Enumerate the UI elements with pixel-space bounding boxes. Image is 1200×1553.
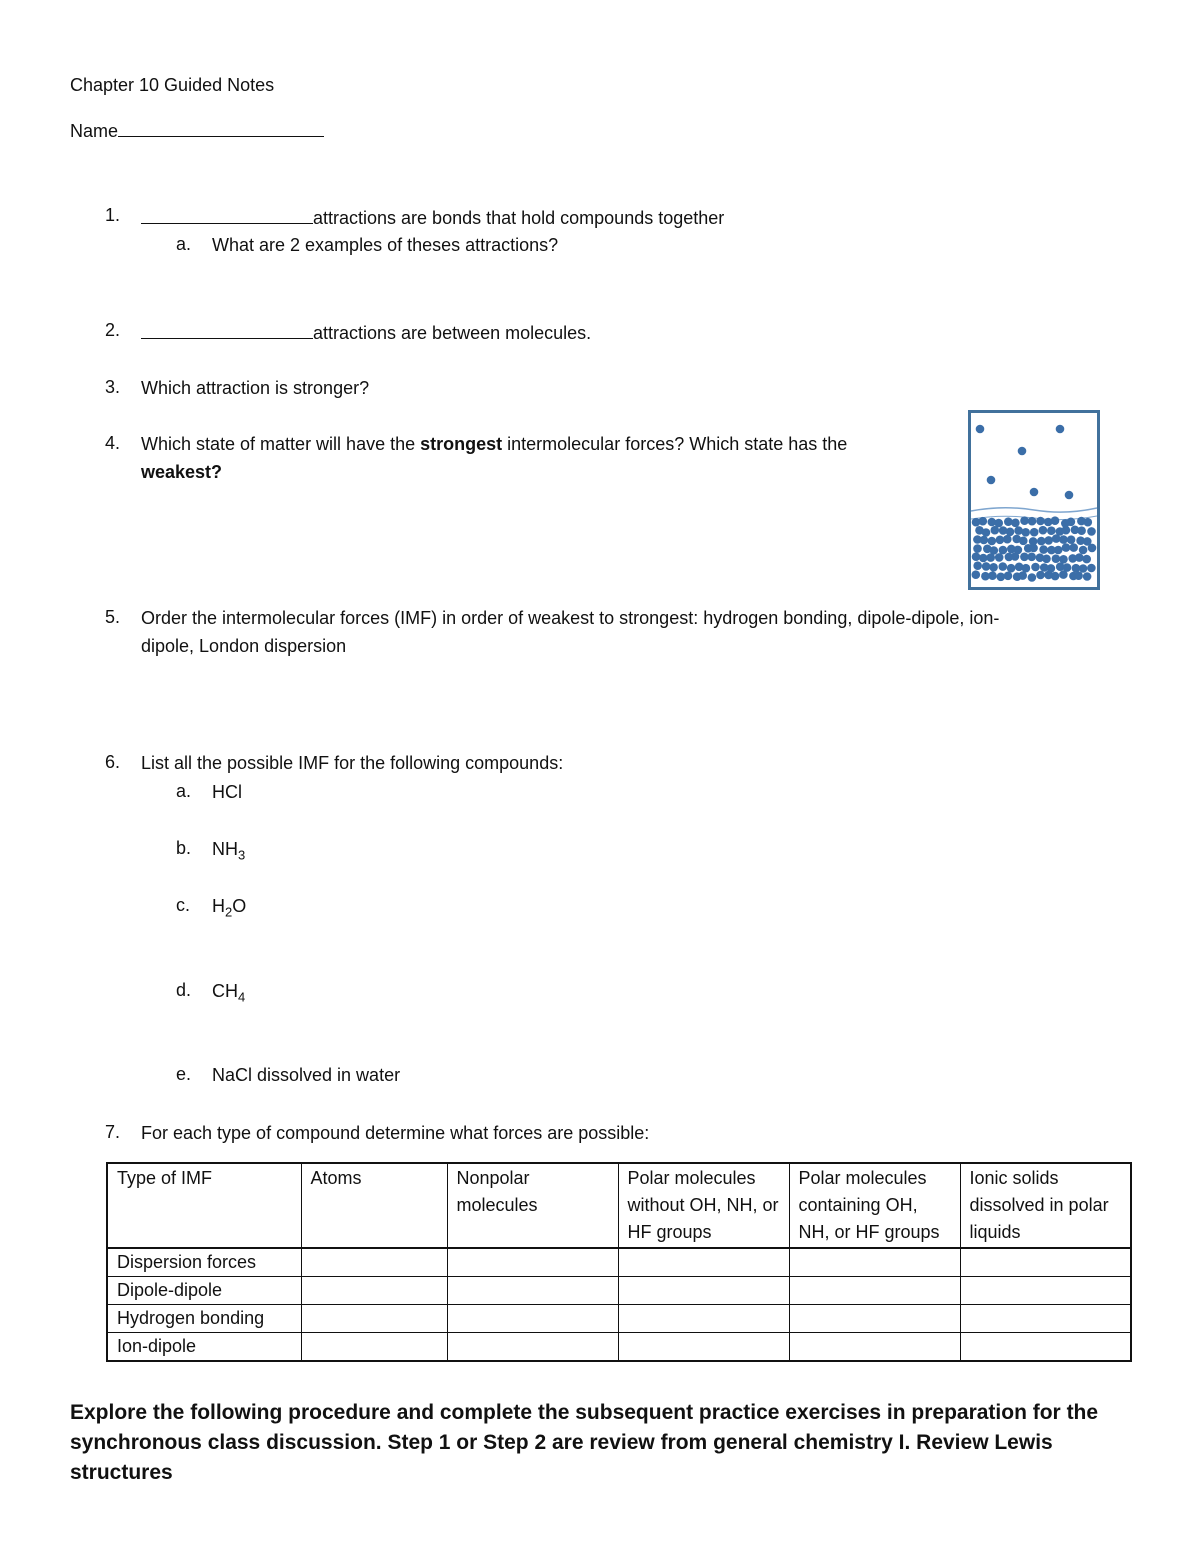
particle [996, 536, 1005, 545]
table-cell[interactable] [960, 1305, 1131, 1333]
row-label-hydrogen-bonding: Hydrogen bonding [107, 1305, 301, 1333]
question-2-text: attractions are between molecules. [313, 323, 592, 343]
particle [1021, 528, 1030, 537]
particle [1084, 518, 1093, 527]
particle [986, 553, 995, 562]
question-2 [141, 320, 591, 344]
header-polar-containing-oh-nh-hf: Polar molecules containing OH, NH, or HF groups [789, 1163, 960, 1248]
question-6-number: 6. [105, 752, 121, 772]
question-1 [141, 205, 724, 229]
question-5-number: 5. [105, 607, 121, 627]
particle [1059, 570, 1068, 579]
particle [1067, 518, 1076, 527]
table-cell[interactable] [960, 1277, 1131, 1305]
table-cell[interactable] [447, 1277, 618, 1305]
table-cell[interactable] [447, 1305, 618, 1333]
table-cell[interactable] [447, 1248, 618, 1277]
particle [1083, 572, 1092, 581]
particle [979, 517, 988, 526]
question-4-line-2 [141, 461, 222, 483]
closing-instructions: Explore the following procedure and complete the subsequent practice exercises in preparation for the synchronous class discussion. Step 1 or Step 2 are review from general chemistry I. Review Lewis structures [70, 1401, 1099, 1484]
table-cell[interactable] [301, 1248, 447, 1277]
item-a-letter: a. [176, 781, 192, 801]
particle [1079, 564, 1088, 573]
particle [1088, 544, 1097, 553]
question-1a-letter: a. [176, 234, 192, 254]
particle [1030, 488, 1039, 497]
particle [1007, 564, 1016, 573]
particle [976, 425, 985, 434]
particle [1003, 535, 1012, 544]
question-7-number: 7. [105, 1122, 121, 1142]
table-header-row [107, 1163, 1131, 1248]
item-c-subscript: 2 [225, 904, 233, 920]
question-3-number: 3. [105, 377, 121, 397]
particle [988, 537, 997, 546]
header-polar-without-oh-nh-hf: Polar molecules without OH, NH, or HF groups [618, 1163, 789, 1248]
particle [1056, 425, 1065, 434]
header-nonpolar-molecules: Nonpolar molecules [447, 1163, 618, 1248]
item-d-formula: CH [212, 981, 238, 1001]
question-2-number: 2. [105, 320, 121, 340]
table-cell[interactable] [618, 1248, 789, 1277]
table-cell[interactable] [789, 1277, 960, 1305]
particle [973, 544, 982, 553]
item-e-letter: e. [176, 1064, 192, 1084]
particle [982, 562, 991, 571]
particle [1069, 543, 1078, 552]
particle [1018, 447, 1027, 456]
particle [995, 553, 1004, 562]
item-d-letter: d. [176, 980, 192, 1000]
particle [972, 570, 981, 579]
particle [1031, 563, 1040, 572]
particle [1074, 571, 1083, 580]
row-label-ion-dipole: Ion-dipole [107, 1333, 301, 1362]
particle [988, 571, 997, 580]
question-5-line-1: Order the intermolecular forces (IMF) in order of weakest to strongest: hydrogen bonding, dipole-dipole, ion- [141, 608, 1000, 628]
particle [1022, 564, 1031, 573]
particle [997, 573, 1006, 582]
particle [1006, 528, 1015, 537]
table-cell[interactable] [618, 1333, 789, 1362]
particle [1051, 516, 1060, 525]
particle [1039, 545, 1048, 554]
states-of-matter-illustration [968, 410, 1100, 590]
page-title: Chapter 10 Guided Notes [70, 75, 275, 95]
particle [1028, 573, 1037, 582]
question-1a-text: What are 2 examples of theses attractions? [212, 235, 559, 255]
item-b-letter: b. [176, 838, 192, 858]
question-6-text: List all the possible IMF for the following compounds: [141, 753, 564, 773]
table-cell[interactable] [618, 1305, 789, 1333]
imf-table [106, 1162, 1132, 1362]
question-4-part-1: Which state of matter will have the [141, 434, 421, 454]
item-b-subscript: 3 [238, 847, 246, 863]
question-4-number: 4. [105, 433, 121, 453]
particle [1062, 543, 1071, 552]
question-1-number: 1. [105, 205, 121, 225]
particle [1077, 526, 1086, 535]
item-c-formula-end: O [232, 896, 247, 916]
item-b-formula: NH [212, 839, 238, 859]
particle [1047, 526, 1056, 535]
particle [999, 546, 1008, 555]
particle [1065, 491, 1074, 500]
question-1-blank[interactable] [141, 205, 313, 224]
question-1-text: attractions are bonds that hold compounds together [313, 208, 725, 228]
question-4-line-1 [141, 433, 847, 455]
particle [987, 476, 996, 485]
table-cell[interactable] [301, 1333, 447, 1362]
table-row [107, 1248, 1131, 1277]
particle [1037, 537, 1046, 546]
item-d-subscript: 4 [238, 989, 246, 1005]
particle [1018, 571, 1027, 580]
item-b-compound [212, 838, 245, 867]
particle [989, 563, 998, 572]
illustration-frame [970, 412, 1099, 589]
particle [1054, 546, 1063, 555]
item-c-formula: H [212, 896, 225, 916]
particle [1082, 555, 1091, 564]
table-row [107, 1305, 1131, 1333]
question-5-line-2: dipole, London dispersion [141, 636, 347, 656]
name-blank[interactable] [118, 118, 324, 137]
particle [1075, 553, 1084, 562]
particle [1052, 554, 1061, 563]
table-cell[interactable] [789, 1305, 960, 1333]
question-3-text: Which attraction is stronger? [141, 378, 370, 398]
particle [1004, 572, 1013, 581]
table-cell[interactable] [960, 1248, 1131, 1277]
question-4-bold-weakest: weakest? [141, 462, 223, 482]
particle [1011, 519, 1020, 528]
table-row [107, 1333, 1131, 1362]
particle [1059, 555, 1068, 564]
row-label-dispersion: Dispersion forces [107, 1248, 301, 1277]
question-4-bold-strongest: strongest [420, 434, 503, 454]
particle [1039, 526, 1048, 535]
particle [1019, 537, 1028, 546]
particle [1036, 571, 1045, 580]
particle [1044, 536, 1053, 545]
table-cell[interactable] [301, 1305, 447, 1333]
header-type-of-imf: Type of IMF [107, 1163, 301, 1248]
particle [1067, 535, 1076, 544]
question-7-text: For each type of compound determine what forces are possible: [141, 1123, 650, 1143]
header-ionic-solids: Ionic solids dissolved in polar liquids [960, 1163, 1131, 1248]
name-field[interactable] [70, 118, 324, 142]
table-cell[interactable] [447, 1333, 618, 1362]
particle [982, 528, 991, 537]
item-d-compound [212, 980, 245, 1009]
particle [1029, 544, 1038, 553]
table-cell[interactable] [789, 1248, 960, 1277]
table-cell[interactable] [789, 1333, 960, 1362]
table-cell[interactable] [301, 1277, 447, 1305]
particle [1052, 534, 1061, 543]
table-cell[interactable] [960, 1333, 1131, 1362]
particle [973, 561, 982, 570]
particle [1020, 516, 1029, 525]
particle [1087, 527, 1096, 536]
question-4-part-2: intermolecular forces? Which state has the [502, 434, 848, 454]
particle [1028, 517, 1037, 526]
item-a-compound: HCl [212, 782, 242, 802]
particle [1079, 546, 1088, 555]
name-label: Name [70, 121, 119, 141]
particle [1042, 555, 1051, 564]
particle [1059, 535, 1068, 544]
particle [1051, 572, 1060, 581]
particle [1011, 552, 1020, 561]
row-label-dipole-dipole: Dipole-dipole [107, 1277, 301, 1305]
particle [991, 526, 1000, 535]
item-c-letter: c. [176, 895, 191, 915]
particle [1087, 564, 1096, 573]
item-e-compound: NaCl dissolved in water [212, 1065, 401, 1085]
particle [1030, 528, 1039, 537]
table-row [107, 1277, 1131, 1305]
particle [980, 536, 989, 545]
particle [999, 562, 1008, 571]
particle [1062, 526, 1071, 535]
particle [1027, 553, 1036, 562]
particle [1036, 517, 1045, 526]
particle [972, 552, 981, 561]
table-cell[interactable] [618, 1277, 789, 1305]
particle [979, 554, 988, 563]
item-c-compound [212, 895, 246, 924]
header-atoms: Atoms [301, 1163, 447, 1248]
question-2-blank[interactable] [141, 320, 313, 339]
